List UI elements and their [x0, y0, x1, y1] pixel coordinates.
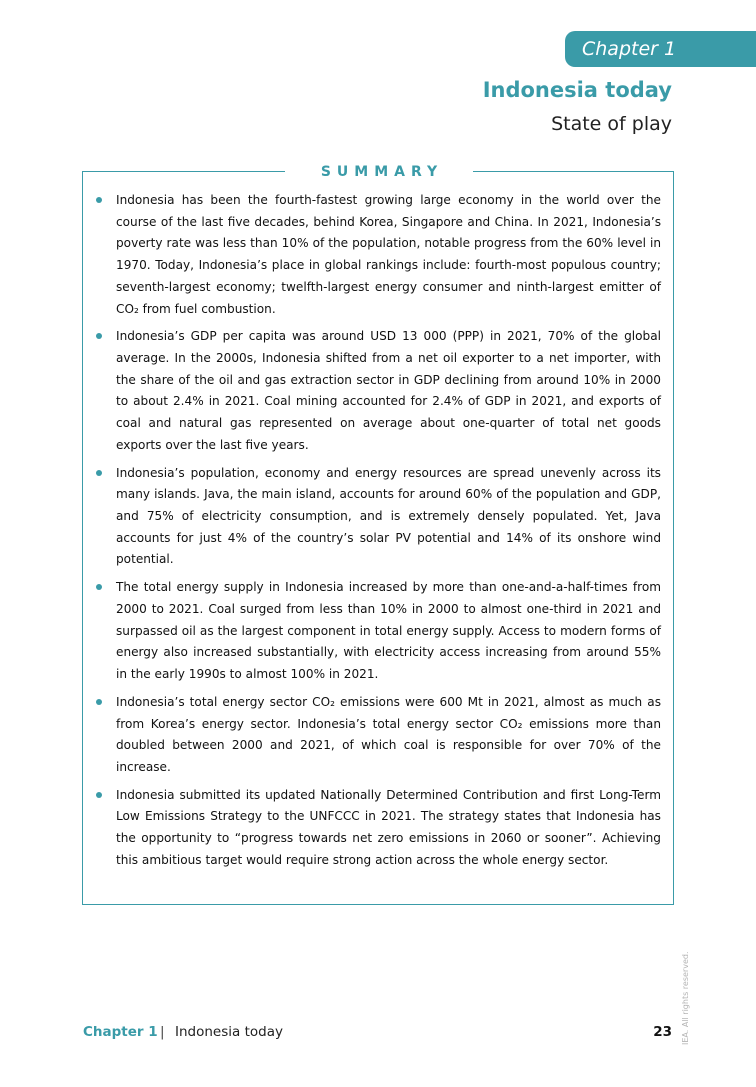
footer-chapter-title: Indonesia today: [175, 1024, 283, 1040]
page-subtitle: State of play: [551, 113, 672, 135]
summary-bullet: [94, 785, 661, 872]
bullet-dot-icon: [96, 792, 102, 798]
bullet-dot-icon: [96, 197, 102, 203]
footer-separator: |: [160, 1024, 165, 1040]
summary-bullet: [94, 190, 661, 320]
footer-chapter-label: Chapter 1: [83, 1024, 158, 1040]
page-title: Indonesia today: [482, 78, 672, 102]
summary-bullet: [94, 463, 661, 572]
copyright-notice: IEA. All rights reserved.: [681, 951, 690, 1045]
bullet-dot-icon: [96, 470, 102, 476]
summary-bullet-list: [94, 190, 661, 878]
summary-bullet-text: Indonesia has been the fourth-fastest growing large economy in the world over the course of the last five decades, behind Korea, Singapore and China. In 2021, Indonesia’s poverty rate was less than 10% of the population, notable progress from the 60% level in 1970. Today, Indonesia’s place in global rankings include: fourth-most populous country; seventh-largest economy; twelfth-largest energy consumer and ninth-largest emitter of CO₂ from fuel combustion.: [116, 193, 661, 316]
bullet-dot-icon: [96, 333, 102, 339]
summary-bullet-text: Indonesia’s total energy sector CO₂ emissions were 600 Mt in 2021, almost as much as from Korea’s energy sector. Indonesia’s total energy sector CO₂ emissions more than doubled between 2000 and 2021, of which coal is responsible for over 70% of the increase.: [116, 694, 661, 774]
summary-bullet: [94, 577, 661, 686]
chapter-tab: Chapter 1: [565, 31, 756, 67]
bullet-dot-icon: [96, 699, 102, 705]
summary-bullet-text: Indonesia’s GDP per capita was around USD 13 000 (PPP) in 2021, 70% of the global average. In the 2000s, Indonesia shifted from a net oil exporter to a net importer, with the share of the oil and gas extraction sector in GDP declining from around 10% in 2000 to about 2.4% in 2021. Coal mining accounted for 2.4% of GDP in 2021, and exports of coal and natural gas represented on average about one-quarter of total net goods exports over the last five years.: [116, 329, 661, 452]
summary-bullet-text: The total energy supply in Indonesia increased by more than one-and-a-half-times from 2000 to 2021. Coal surged from less than 10% in 2000 to almost one-third in 2021 and surpassed oil as the largest component in total energy supply. Access to modern forms of energy also increased substantially, with electricity access increasing from around 55% in the early 1990s to almost 100% in 2021.: [116, 580, 661, 682]
summary-bullet-text: Indonesia submitted its updated Nationally Determined Contribution and first Long-Term Low Emissions Strategy to the UNFCCC in 2021. The strategy states that Indonesia has the opportunity to “progress towards net zero emissions in 2060 or sooner”. Achieving this ambitious target would require strong action across the whole energy sector.: [116, 787, 661, 867]
page-number: 23: [653, 1024, 672, 1040]
bullet-dot-icon: [96, 584, 102, 590]
summary-heading: SUMMARY: [285, 162, 473, 182]
summary-bullet: [94, 326, 661, 456]
summary-bullet-text: Indonesia’s population, economy and energy resources are spread unevenly across its many islands. Java, the main island, accounts for around 60% of the population and GDP, and 75% of electricity consumption, and is extremely densely populated. Yet, Java accounts for just 4% of the country’s solar PV potential and 14% of its onshore wind potential.: [116, 465, 661, 567]
summary-bullet: [94, 692, 661, 779]
